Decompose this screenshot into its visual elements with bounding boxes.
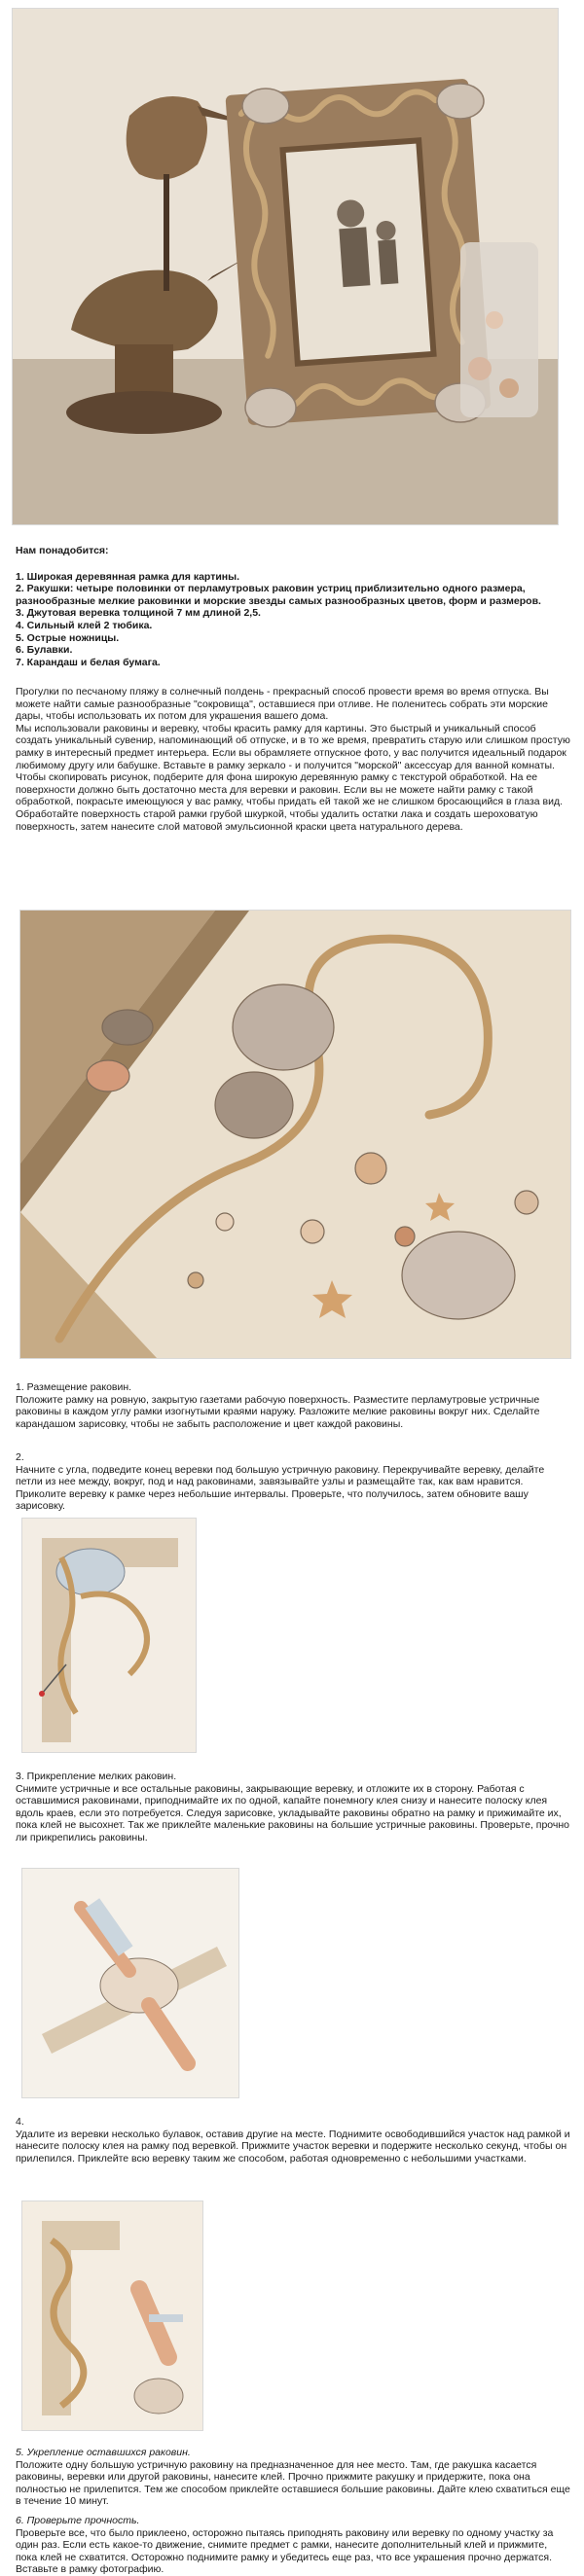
materials-item: 6. Булавки. xyxy=(16,644,73,657)
step-title: 6. Проверьте прочность. xyxy=(16,2515,140,2526)
intro-text xyxy=(16,686,570,833)
step-text: Начните с угла, подведите конец веревки под большую устричную раковину. Перекручивайте веревку, делайте петли из нее между, вокруг, под и над раковинами, завязывайте узлы и размещайте так, как вам нравится. Приколите веревку к рамке через небольшие интервалы. Проверьте, что получилось, затем обновите вашу зарисовку. xyxy=(16,1463,545,1513)
intro-paragraph: Чтобы скопировать рисунок, подберите для фона широкую деревянную рамку с текстурой обработкой. На ее поверхности должно быть достаточно места для веревки и раковин. Если вы не можете найти рамку с такой обработкой, покрасьте имеющуюся у вас рамку, чтобы придать ей такой же не слишком бросающийся в глаза вид. xyxy=(16,771,564,808)
shells-and-rope-photo xyxy=(19,910,571,1359)
rope-pinning-illustration xyxy=(22,1519,196,1752)
step-text: Удалите из веревки несколько булавок, оставив другие на месте. Поднимите освободившийся участок над рамкой и нанесите полоску клея на рамку под веревкой. Прижмите участок веревки и подержите несколько секунд, чтобы он прилепился. Приклейте всю веревку таким же способом, работая одновременно с небольшими участками. xyxy=(16,2128,570,2165)
materials-item: 3. Джутовая веревка толщиной 7 мм длиной 2,5. xyxy=(16,607,261,620)
step-2 xyxy=(16,1451,570,1513)
step-title: 2. xyxy=(16,1451,24,1463)
frame-illustration xyxy=(13,9,558,524)
step-title: 5. Укрепление оставшихся раковин. xyxy=(16,2447,191,2458)
step-title: 3. Прикрепление мелких раковин. xyxy=(16,1771,177,1782)
shells-illustration xyxy=(20,911,570,1358)
step-title: 1. Размещение раковин. xyxy=(16,1381,132,1393)
materials-item: 7. Карандаш и белая бумага. xyxy=(16,656,161,668)
materials-item: 2. Ракушки: четыре половинки от перламутровых раковин устриц приблизительно одного размера, разнообразные мелкие раковинки и морские звезды самых разнообразных цветов, форм и размеров. xyxy=(16,583,541,607)
step-text: Положите рамку на ровную, закрытую газетами рабочую поверхность. Разместите перламутровые устричные раковины в каждом углу рамки изогнутыми краями наружу. Разложите мелкие раковины вокруг них. Сделайте карандашом зарисовку, чтобы не забыть расположение и цвет каждой раковины. xyxy=(16,1393,540,1430)
step-text: Снимите устричные и все остальные раковины, закрывающие веревку, и отложите их в сторону. Работая с оставшимися раковинами, приподнимайте их по одной, капайте понемногу клея снизу и нанесите полоску клея вдоль краев, если это потребуется. Следуя зарисовке, укладывайте раковины обратно на рамку и прижимайте их, пока клей не высохнет. Так же приклейте маленькие раковины на большие устричные раковины. Проверьте, прочно ли прикрепились раковины. xyxy=(16,1782,570,1843)
materials-item: 1. Широкая деревянная рамка для картины. xyxy=(16,570,240,583)
materials-item: 4. Сильный клей 2 тюбика. xyxy=(16,619,153,631)
step-5 xyxy=(16,2447,570,2508)
glue-application-illustration xyxy=(22,1869,238,2097)
rope-gluing-illustration xyxy=(22,2201,202,2430)
intro-paragraph: Обработайте поверхность старой рамки грубой шкуркой, чтобы удалить остатки лака и создать шероховатую поверхность, затем нанесите слой матовой эмульсионной краски цвета натурального дерева. xyxy=(16,807,538,833)
step-title: 4. xyxy=(16,2116,24,2128)
materials-section xyxy=(16,545,570,668)
materials-item: 5. Острые ножницы. xyxy=(16,631,120,644)
step-6 xyxy=(16,2515,570,2576)
seashell-frame-photo xyxy=(12,8,559,525)
intro-paragraph: Прогулки по песчаному пляжу в солнечный полдень - прекрасный способ провести время во время отпуска. Вы можете найти самые разнообразные "сокровища", оставшиеся при отливе. Не поленитесь собрать эти морские дары, чтобы использовать их потом для украшения вашего дома. xyxy=(16,686,549,723)
step-3 xyxy=(16,1771,570,1844)
step-2-illustration xyxy=(21,1518,197,1753)
step-text: Положите одну большую устричную раковину на предназначенное для нее место. Там, где ракушка касается раковины, веревки или другой раковины, нанесите клей. Прочно прижмите ракушку и придержите, пока она полностью не прилепится. Тем же способом приклейте оставшиеся большие раковины. Дайте клею схватиться еще в течение 10 минут. xyxy=(16,2458,570,2508)
step-4-illustration xyxy=(21,2200,203,2431)
step-1 xyxy=(16,1381,570,1430)
step-3-illustration xyxy=(21,1868,239,2098)
step-4 xyxy=(16,2116,570,2165)
materials-heading: Нам понадобится: xyxy=(16,545,109,556)
intro-paragraph: Мы использовали раковины и веревку, чтобы красить рамку для картины. Это быстрый и уникальный способ создать уникальный сувенир, напоминающий об отпуске, и в то же время, превратить старую или слишком простую рамку в интересный предмет интерьера. Если вы обрамляете отпускное фото, у вас получится идеальный подарок любимому другу или бабушке. Вставьте в рамку зеркало - и получится "морской" аксессуар для ванной комнаты. xyxy=(16,722,570,771)
step-text: Проверьте все, что было приклеено, осторожно пытаясь приподнять раковину или веревку по одному участку за один раз. Если есть какое-то движение, снимите предмет с рамки, нанесите дополнительный клей и прижмите, пока клей не схватится. Осторожно поднимите рамку и убедитесь еще раз, что все украшения прочно держатся. Вставьте в рамку фотографию. xyxy=(16,2526,554,2576)
